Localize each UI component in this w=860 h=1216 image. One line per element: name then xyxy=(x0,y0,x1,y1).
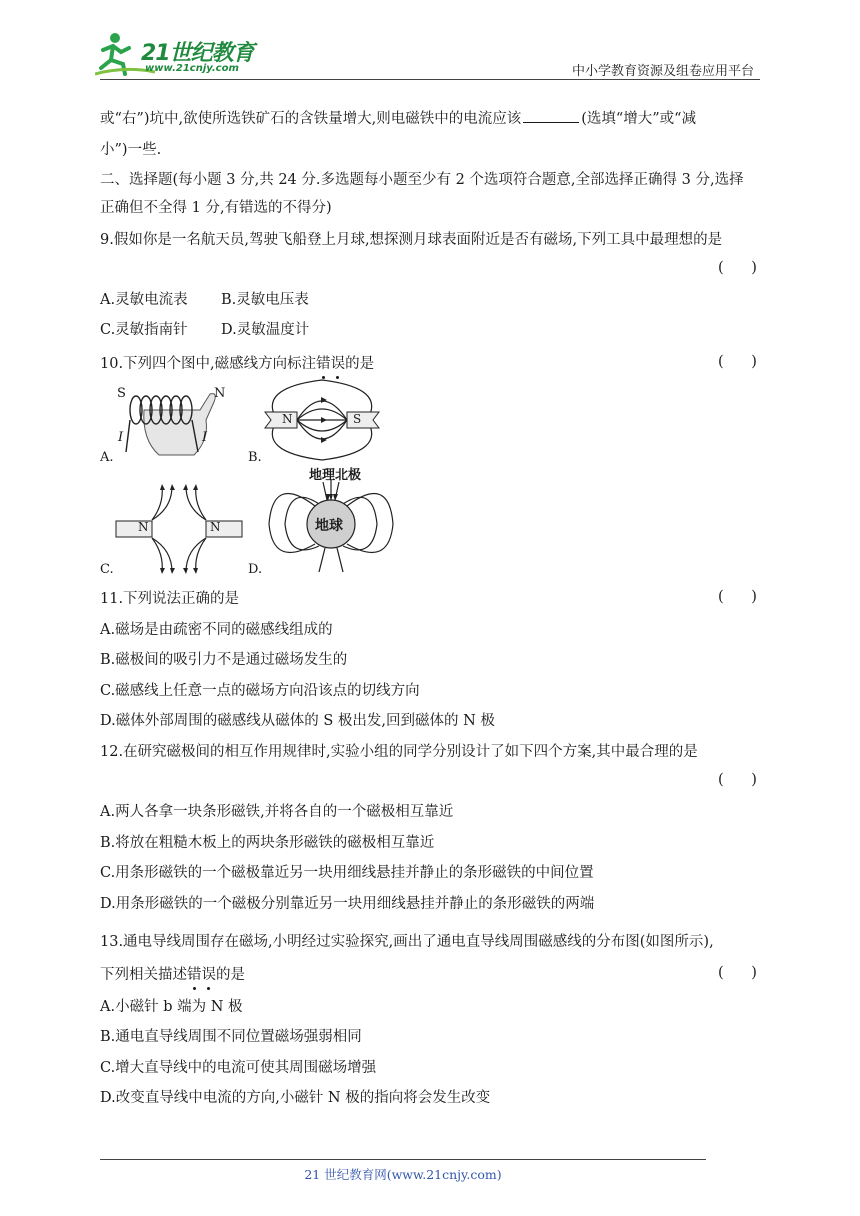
q12-stem: 12.在研究磁极间的相互作用规律时,实验小组的同学分别设计了如下四个方案,其中最合理的是 xyxy=(100,744,698,760)
section2-line2: 正确但不全得 1 分,有错选的不得分) xyxy=(100,200,332,216)
q13-answer-paren[interactable]: ( ) xyxy=(718,965,757,981)
figure-d-earth xyxy=(263,464,403,576)
q12-answer-paren[interactable]: ( ) xyxy=(718,772,757,788)
q9-stem: 9.假如你是一名航天员,驾驶飞船登上月球,想探测月球表面附近是否有磁场,下列工具中最理想的是 xyxy=(100,232,723,248)
q12-option-a: A.两人各拿一块条形磁铁,并将各自的一个磁极相互靠近 xyxy=(100,804,454,820)
logo-url: www.21cnjy.com xyxy=(145,63,239,74)
figure-a-solenoid xyxy=(114,380,244,460)
q11-answer-paren[interactable]: ( ) xyxy=(718,589,757,605)
header-logo xyxy=(95,30,260,78)
footer-link[interactable]: 21 世纪教育网(www.21cnjy.com) xyxy=(304,1167,502,1182)
q10-emphasis-2: 误 xyxy=(330,356,346,372)
fig-b-s-label: S xyxy=(353,412,362,426)
fig-d-geo-north: 地理北极 xyxy=(309,468,362,483)
fig-a-label: A. xyxy=(100,450,114,465)
q13-option-a: A.小磁针 b 端为 N 极 xyxy=(100,999,243,1015)
q8-line2: 小”)一些. xyxy=(100,142,162,158)
q10-answer-paren[interactable]: ( ) xyxy=(718,354,757,370)
q11-option-c: C.磁感线上任意一点的磁场方向沿该点的切线方向 xyxy=(100,683,420,699)
q13-stem-after: 的是 xyxy=(216,967,245,983)
figure-b-magnets xyxy=(263,378,381,462)
q8-line1 xyxy=(100,108,696,129)
fig-a-n-label: N xyxy=(214,386,226,401)
logo-name: 21世纪教育 xyxy=(141,41,254,66)
q10-stem-before: 10.下列四个图中,磁感线方向标注 xyxy=(100,356,317,372)
figure-c-magnets xyxy=(114,484,244,574)
q13-stem-line2 xyxy=(100,965,245,985)
fig-b-n-label: N xyxy=(282,412,293,426)
q12-option-b: B.将放在粗糙木板上的两块条形磁铁的磁极相互靠近 xyxy=(100,835,435,851)
q13-stem-before: 下列相关描述 xyxy=(100,967,187,983)
q12-option-d: D.用条形磁铁的一个磁极分别靠近另一块用细线悬挂并静止的条形磁铁的两端 xyxy=(100,896,595,912)
header-rule xyxy=(100,79,760,80)
q9-answer-paren[interactable]: ( ) xyxy=(718,260,757,276)
footer-rule xyxy=(100,1159,706,1160)
q9-option-c: C.灵敏指南针 xyxy=(100,322,188,338)
q8-text-after: (选填“增大”或“减 xyxy=(581,111,697,127)
q8-text-before: 或“右”)坑中,欲使所选铁矿石的含铁量增大,则电磁铁中的电流应该 xyxy=(100,111,522,127)
fig-b-label: B. xyxy=(248,450,262,465)
q9-option-b: B.灵敏电压表 xyxy=(221,292,309,308)
fig-d-earth-label: 地球 xyxy=(315,518,343,534)
q12-option-c: C.用条形磁铁的一个磁极靠近另一块用细线悬挂并静止的条形磁铁的中间位置 xyxy=(100,865,594,881)
fig-a-current-right: I xyxy=(202,430,208,445)
q11-option-d: D.磁体外部周围的磁感线从磁体的 S 极出发,回到磁体的 N 极 xyxy=(100,713,495,729)
q13-emphasis-1: 错 xyxy=(187,967,202,983)
q11-stem: 11.下列说法正确的是 xyxy=(100,591,240,607)
fig-a-current-left: I xyxy=(118,430,124,445)
q13-option-b: B.通电直导线周围不同位置磁场强弱相同 xyxy=(100,1029,362,1045)
fig-d-label: D. xyxy=(248,562,263,577)
q13-emphasis-2: 误 xyxy=(201,967,216,983)
q9-option-d: D.灵敏温度计 xyxy=(221,322,310,338)
fig-c-label: C. xyxy=(100,562,114,577)
q11-option-a: A.磁场是由疏密不同的磁感线组成的 xyxy=(100,622,333,638)
fig-a-s-label: S xyxy=(117,386,126,401)
q10-stem-after: 的是 xyxy=(345,356,375,372)
section2-line1: 二、选择题(每小题 3 分,共 24 分.多选题每小题至少有 2 个选项符合题意,全部选择正确得 3 分,选择 xyxy=(100,172,744,188)
q9-option-a: A.灵敏电流表 xyxy=(100,292,188,308)
q13-option-d: D.改变直导线中电流的方向,小磁针 N 极的指向将会发生改变 xyxy=(100,1090,491,1106)
q8-answer-blank[interactable] xyxy=(523,108,579,123)
q10-stem xyxy=(100,354,374,374)
platform-name: 中小学教育资源及组卷应用平台 xyxy=(571,64,754,79)
q11-option-b: B.磁极间的吸引力不是通过磁场发生的 xyxy=(100,652,348,668)
q13-option-c: C.增大直导线中的电流可使其周围磁场增强 xyxy=(100,1060,377,1076)
fig-c-n-left: N xyxy=(138,520,149,534)
q13-stem-line1: 13.通电导线周围存在磁场,小明经过实验探究,画出了通电直导线周围磁感线的分布图(如图所示), xyxy=(100,934,714,950)
fig-c-n-right: N xyxy=(210,520,221,534)
q10-emphasis-1: 错 xyxy=(316,356,331,372)
